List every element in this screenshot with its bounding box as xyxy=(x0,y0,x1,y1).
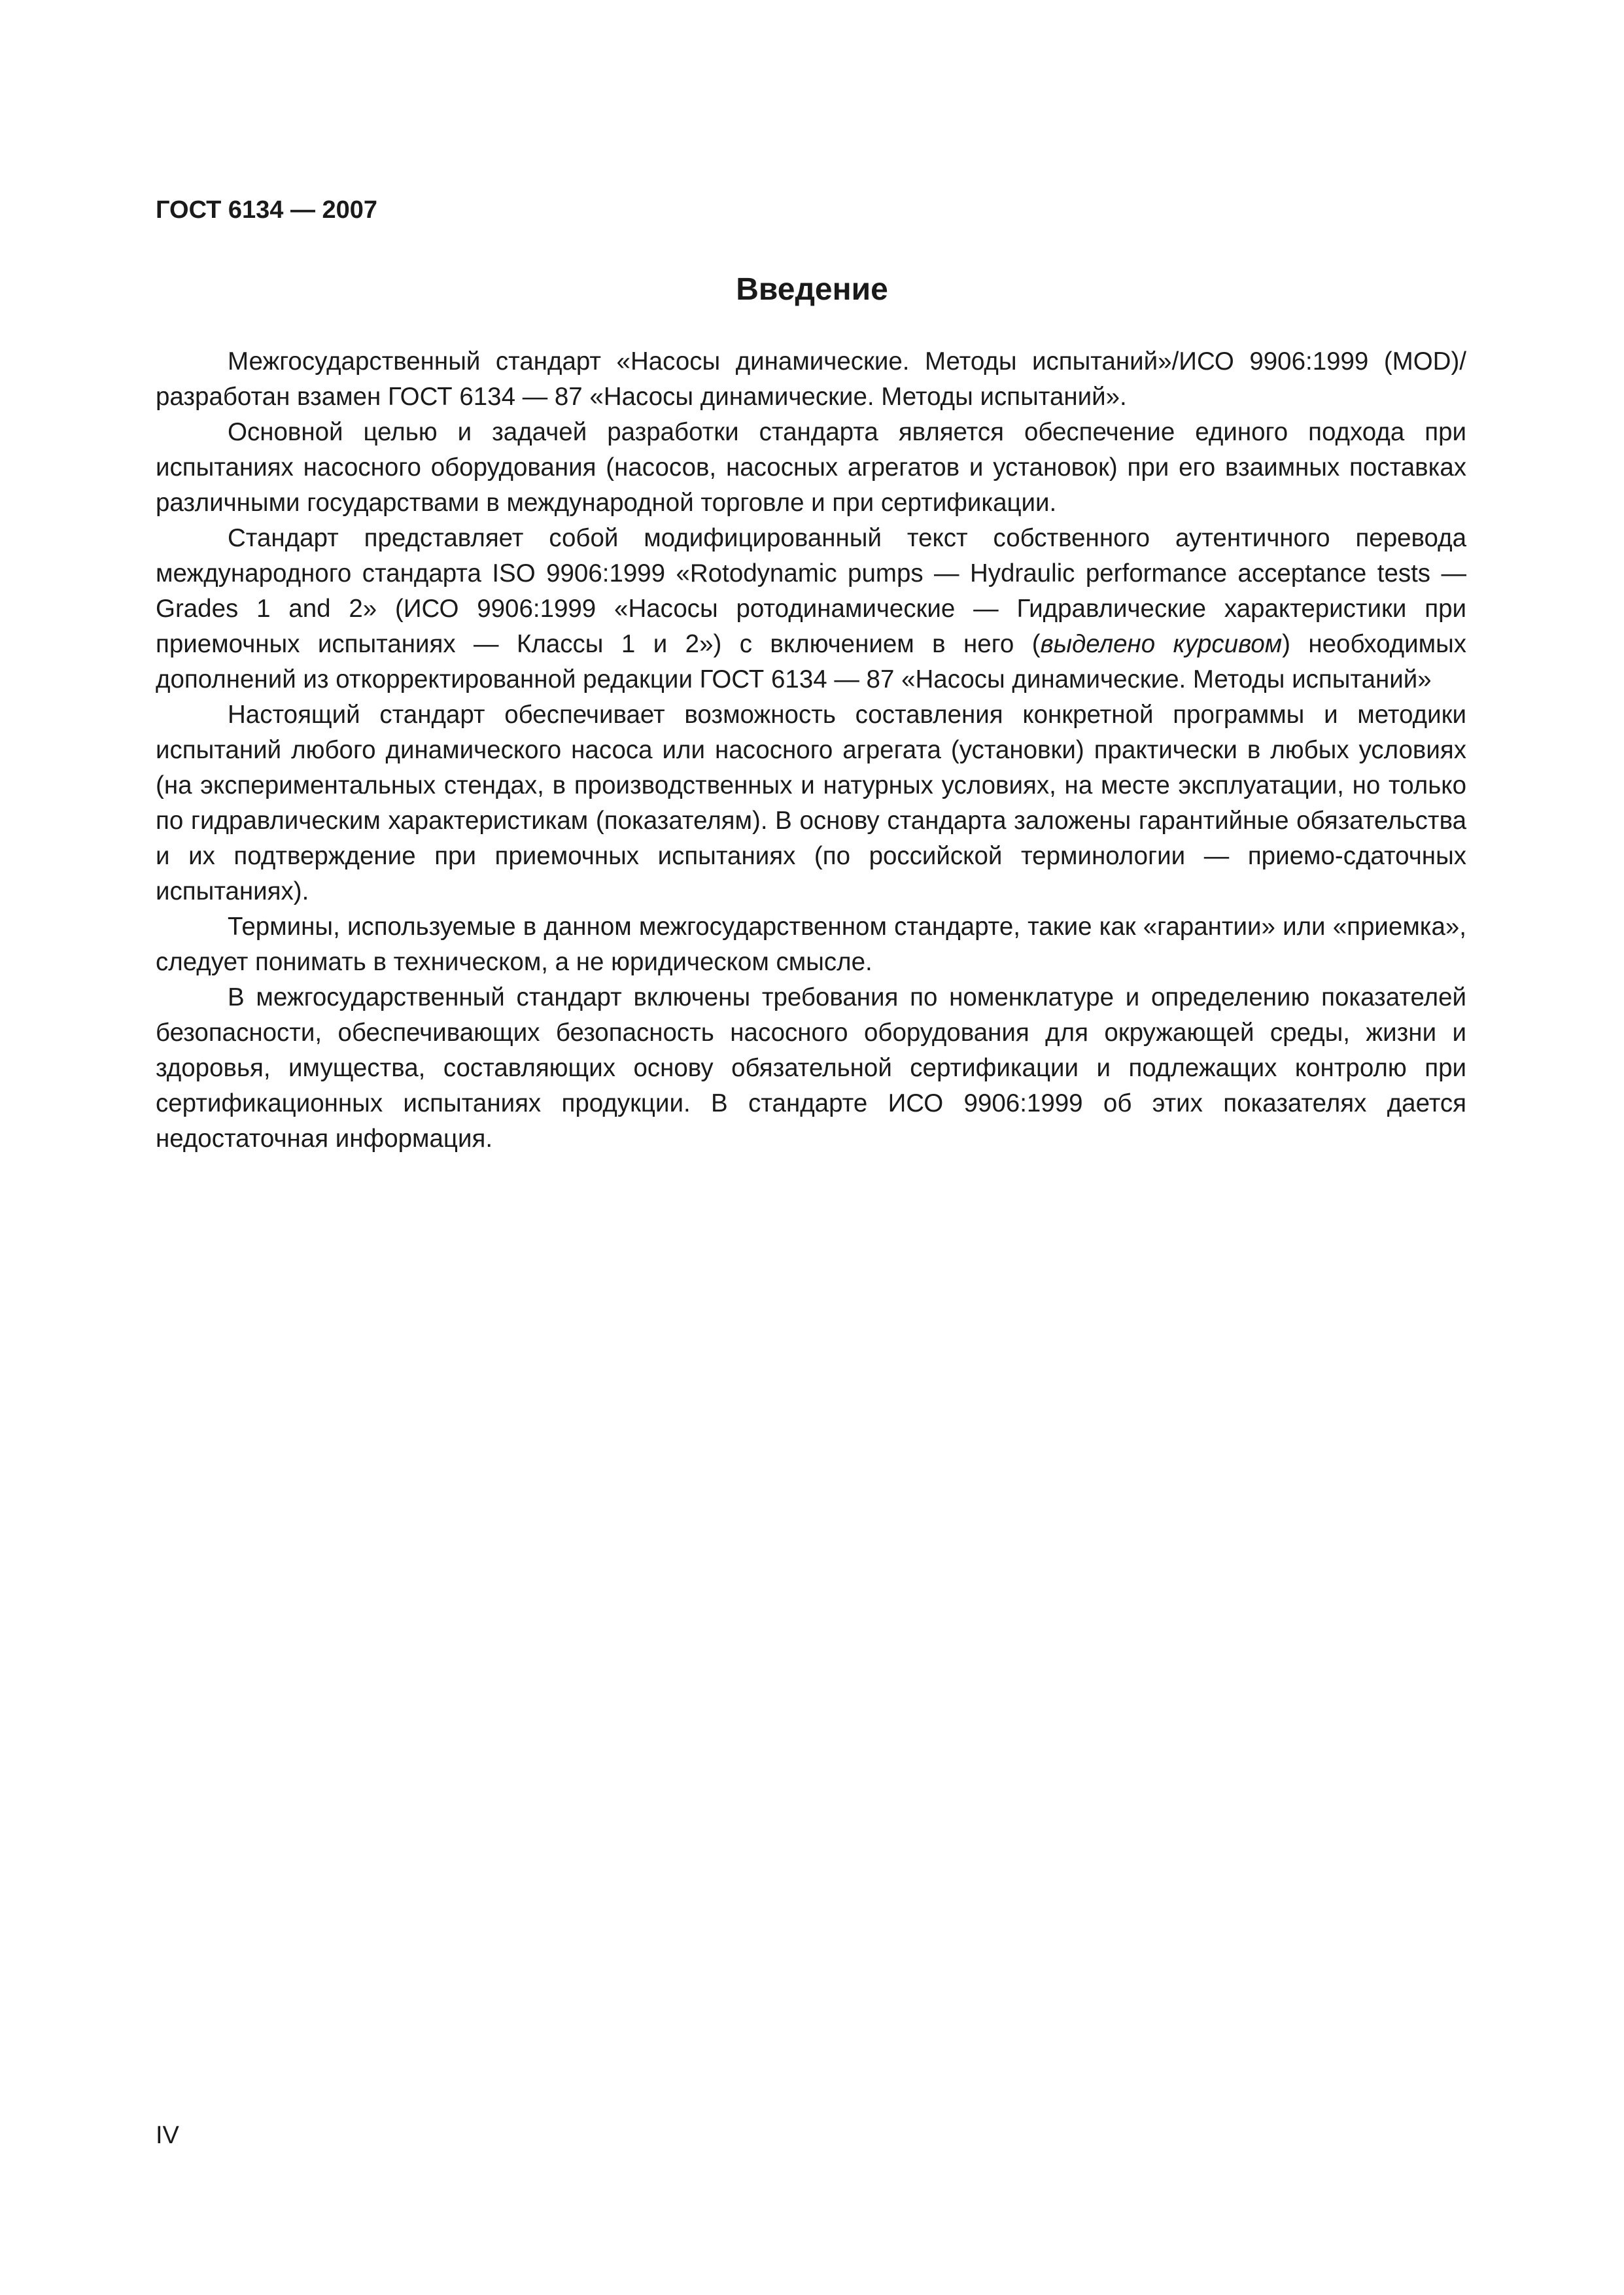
paragraph-4: Настоящий стандарт обеспечивает возможность составления конкретной программы и методики испытаний любого динамического насоса или насосного агрегата (установки) практически в любых условиях (на экспериментальных стендах, в производственных и натурных условиях, на месте эксплуатации, но только по гидравлическим характеристикам (показателям). В основу стандарта заложены гарантийные обязательства и их подтверждение при приемочных испытаниях (по российской терминологии — приемо-сдаточных испытаниях). xyxy=(156,701,1466,905)
paragraph-5: Термины, используемые в данном межгосударственном стандарте, такие как «гарантии» или «приемка», следует понимать в техническом, а не юридическом смысле. xyxy=(156,913,1466,976)
paragraph-1: Межгосударственный стандарт «Насосы динамические. Методы испытаний»/ИСО 9906:1999 (MOD)/ разработан взамен ГОСТ 6134 — 87 «Насосы динамические. Методы испытаний». xyxy=(156,347,1466,411)
paragraph-6: В межгосударственный стандарт включены требования по номенклатуре и определению показателей безопасности, обеспечивающих безопасность насосного оборудования для окружающей среды, жизни и здоровья, имущества, составляющих основу обязательной сертификации и подлежащих контролю при сертификационных испытаниях продукции. В стандарте ИСО 9906:1999 об этих показателях дается недостаточная информация. xyxy=(156,983,1466,1153)
standard-id-header: ГОСТ 6134 — 2007 xyxy=(156,196,378,224)
paragraph-3 xyxy=(156,521,1466,697)
section-title: Введение xyxy=(736,272,888,307)
paragraph-3-before: Стандарт представляет собой модифицированный текст собственного аутентичного перевода международного стандарта ISO 9906:1999 «Rotodynamic pumps — Hydraulic performance acceptance tests — Grades 1 and 2» (ИСО 9906:1999 «Насосы ротодинамические — Гидравлические характеристики при приемочных испытаниях — Классы 1 и 2») с включением в него ( xyxy=(156,524,1466,658)
intro-body xyxy=(156,344,1466,1157)
paragraph-2: Основной целью и задачей разработки стандарта является обеспечение единого подхода при испытаниях насосного оборудования (насосов, насосных агрегатов и установок) при его взаимных поставках различными государствами в международной торговле и при сертификации. xyxy=(156,418,1466,517)
paragraph-3-italic: выделено курсивом xyxy=(1040,630,1283,658)
paragraph-3-after: ) необходимых дополнений из откорректированной редакции ГОСТ 6134 — 87 «Насосы динамические. Методы испытаний» xyxy=(156,630,1466,693)
page-number: IV xyxy=(156,2122,179,2149)
